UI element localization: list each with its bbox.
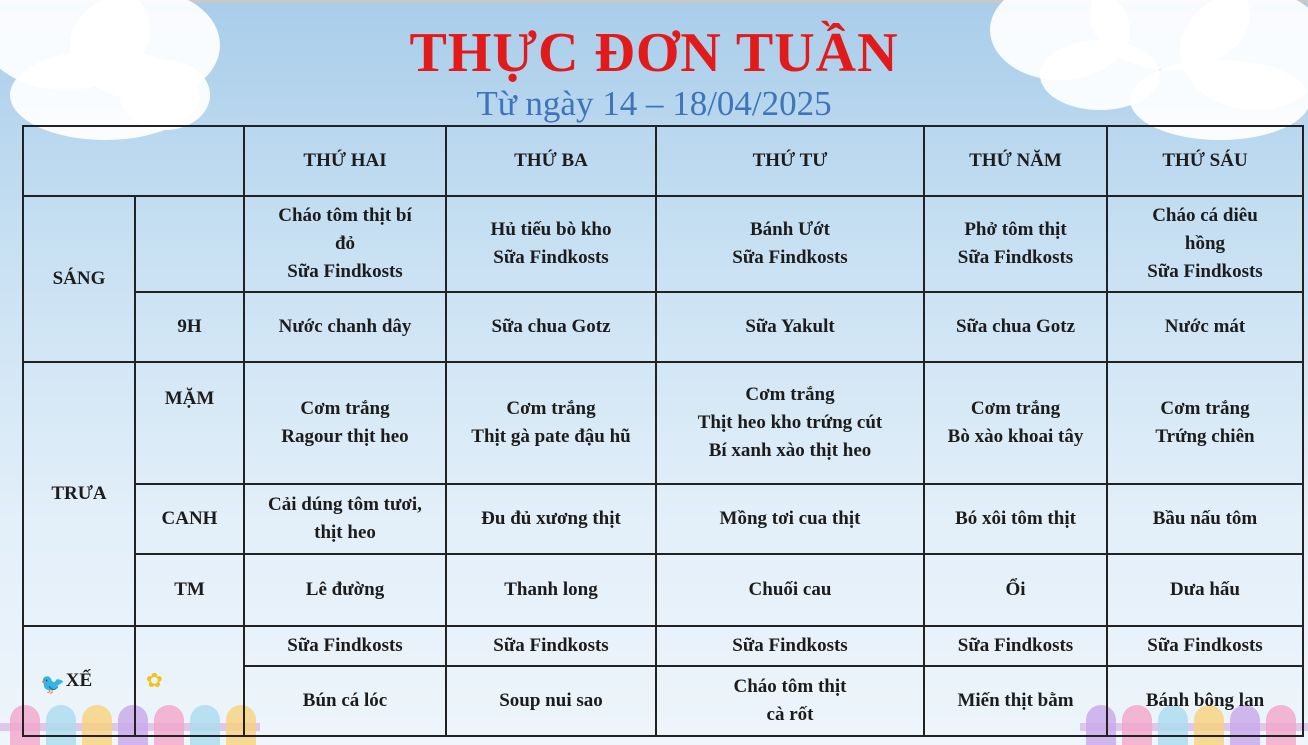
day-header: THỨ BA <box>446 126 656 196</box>
sub-label-empty <box>135 626 244 736</box>
bird-icon: 🐦 <box>40 674 65 696</box>
table-row <box>23 292 1303 362</box>
butterfly-icon: ✿ <box>146 670 163 692</box>
menu-cell: Sữa chua Gotz <box>924 292 1107 362</box>
menu-cell: Sữa Findkosts <box>924 626 1107 666</box>
day-header: THỨ HAI <box>244 126 446 196</box>
menu-cell: Sữa Yakult <box>656 292 924 362</box>
day-header: THỨ TƯ <box>656 126 924 196</box>
menu-cell: Bó xôi tôm thịt <box>924 484 1107 554</box>
menu-cell: Ổi <box>924 554 1107 626</box>
date-range: Từ ngày 14 – 18/04/2025 <box>476 84 832 123</box>
sub-label: 9H <box>135 292 244 362</box>
menu-cell: Soup nui sao <box>446 666 656 736</box>
table-row <box>23 554 1303 626</box>
menu-cell: Chuối cau <box>656 554 924 626</box>
menu-cell: Cơm trắng Thịt gà pate đậu hũ <box>446 362 656 484</box>
menu-cell: Bánh Ướt Sữa Findkosts <box>656 196 924 292</box>
menu-cell: Sữa Findkosts <box>656 626 924 666</box>
sub-label: MẶM <box>135 362 244 484</box>
menu-cell: Cơm trắng Ragour thịt heo <box>244 362 446 484</box>
menu-cell: Sữa Findkosts <box>244 626 446 666</box>
menu-cell: Phở tôm thịt Sữa Findkosts <box>924 196 1107 292</box>
corner-cell <box>23 126 244 196</box>
menu-cell: Sữa chua Gotz <box>446 292 656 362</box>
table-row <box>23 484 1303 554</box>
page-title: THỰC ĐƠN TUẦN <box>409 22 899 84</box>
table-row <box>23 626 1303 666</box>
weekly-menu-table <box>22 125 1304 737</box>
menu-cell: Hủ tiếu bò kho Sữa Findkosts <box>446 196 656 292</box>
menu-cell: Cơm trắng Bò xào khoai tây <box>924 362 1107 484</box>
session-label: SÁNG <box>23 196 135 362</box>
menu-cell: Nước chanh dây <box>244 292 446 362</box>
menu-cell: Cháo tôm thịt bí đỏ Sữa Findkosts <box>244 196 446 292</box>
menu-cell: Cơm trắng Trứng chiên <box>1107 362 1303 484</box>
menu-cell: Bầu nấu tôm <box>1107 484 1303 554</box>
table-row <box>23 196 1303 292</box>
menu-cell: Đu đủ xương thịt <box>446 484 656 554</box>
menu-cell: Cơm trắng Thịt heo kho trứng cút Bí xanh xào thịt heo <box>656 362 924 484</box>
menu-cell: Bánh bông lan <box>1107 666 1303 736</box>
menu-cell: Cháo tôm thịt cà rốt <box>656 666 924 736</box>
day-header: THỨ SÁU <box>1107 126 1303 196</box>
sub-label: TM <box>135 554 244 626</box>
header-row <box>23 126 1303 196</box>
table-row <box>23 362 1303 484</box>
menu-cell: Lê đường <box>244 554 446 626</box>
menu-cell: Nước mát <box>1107 292 1303 362</box>
menu-cell: Dưa hấu <box>1107 554 1303 626</box>
sub-label: CANH <box>135 484 244 554</box>
menu-cell: Sữa Findkosts <box>1107 626 1303 666</box>
day-header: THỨ NĂM <box>924 126 1107 196</box>
menu-cell: Miến thịt bằm <box>924 666 1107 736</box>
menu-cell: Sữa Findkosts <box>446 626 656 666</box>
session-label: XẾ <box>23 626 135 736</box>
sub-label-empty <box>135 196 244 292</box>
menu-cell: Thanh long <box>446 554 656 626</box>
menu-cell: Cháo cá diêu hồng Sữa Findkosts <box>1107 196 1303 292</box>
menu-cell: Cải dúng tôm tươi, thịt heo <box>244 484 446 554</box>
menu-cell: Mồng tơi cua thịt <box>656 484 924 554</box>
session-label: TRƯA <box>23 362 135 626</box>
menu-cell: Bún cá lóc <box>244 666 446 736</box>
